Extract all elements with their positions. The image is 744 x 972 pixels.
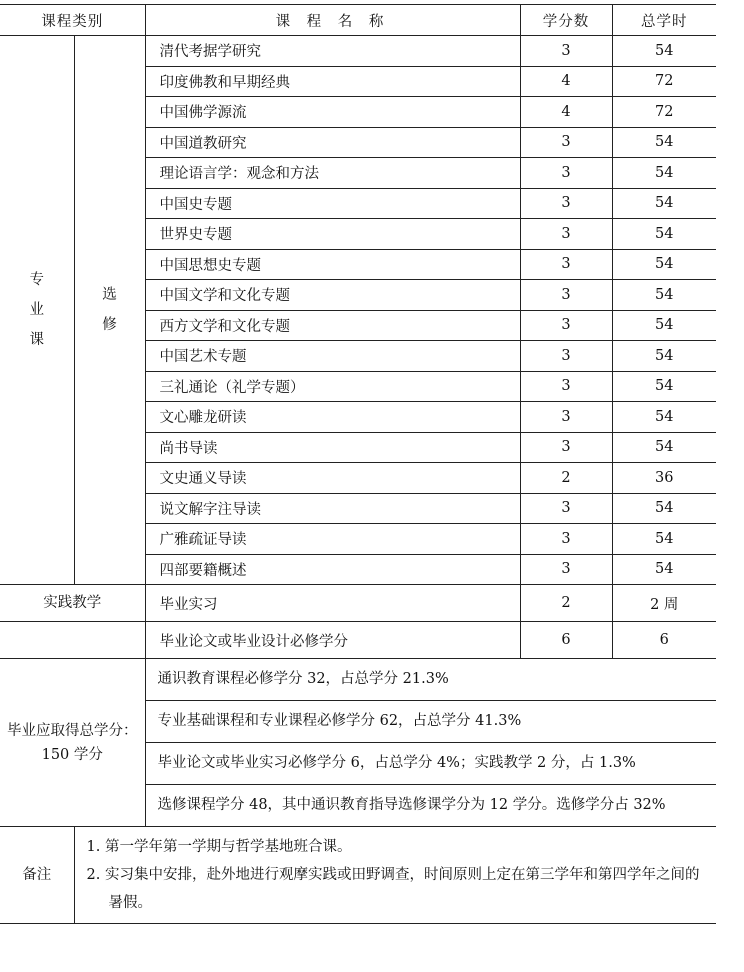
course-hours: 54 [612, 554, 716, 585]
course-name: 理论语言学：观念和方法 [145, 158, 520, 189]
course-hours: 54 [612, 219, 716, 250]
course-name: 中国文学和文化专题 [145, 280, 520, 311]
notes-row [0, 827, 716, 924]
course-credits: 3 [520, 188, 612, 219]
note-item: 2. 实习集中安排，赴外地进行观摩实践或田野调查，时间原则上定在第三学年和第四学年之间的暑假。 [86, 867, 700, 911]
category-major-char: 课 [29, 332, 44, 348]
course-list [0, 36, 716, 585]
course-hours: 54 [612, 310, 716, 341]
practice-name: 毕业实习 [145, 585, 520, 622]
course-name: 广雅疏证导读 [145, 524, 520, 555]
course-credits: 4 [520, 66, 612, 97]
course-name: 中国艺术专题 [145, 341, 520, 372]
course-credits: 3 [520, 432, 612, 463]
header-course-name: 课 程 名 称 [145, 5, 520, 36]
course-name: 世界史专题 [145, 219, 520, 250]
course-credits: 3 [520, 249, 612, 280]
course-name: 印度佛教和早期经典 [145, 66, 520, 97]
course-name: 文心雕龙研读 [145, 402, 520, 433]
course-name: 中国佛学源流 [145, 97, 520, 128]
summary-line: 选修课程学分 48，其中通识教育指导选修课学分为 12 学分。选修学分占 32% [145, 785, 716, 827]
thesis-credits: 6 [520, 622, 612, 659]
category-elective-char: 修 [102, 317, 117, 333]
course-hours: 54 [612, 524, 716, 555]
course-hours: 54 [612, 36, 716, 67]
course-hours: 54 [612, 158, 716, 189]
practice-hours: 2 周 [612, 585, 716, 622]
course-name: 中国道教研究 [145, 127, 520, 158]
course-credits: 3 [520, 36, 612, 67]
course-hours: 54 [612, 280, 716, 311]
course-name: 文史通义导读 [145, 463, 520, 494]
curriculum-table [0, 4, 716, 924]
course-hours: 36 [612, 463, 716, 494]
course-credits: 2 [520, 463, 612, 494]
table-row [0, 36, 716, 67]
course-hours: 54 [612, 432, 716, 463]
course-name: 尚书导读 [145, 432, 520, 463]
course-credits: 3 [520, 493, 612, 524]
thesis-hours: 6 [612, 622, 716, 659]
summary-line: 通识教育课程必修学分 32，占总学分 21.3% [145, 659, 716, 701]
course-hours: 54 [612, 493, 716, 524]
thesis-category-empty [0, 622, 145, 659]
category-elective-char: 选 [102, 287, 117, 303]
summary-line: 毕业论文或毕业实习必修学分 6，占总学分 4%；实践教学 2 分，占 1.3% [145, 743, 716, 785]
summary-line: 专业基础课程和专业课程必修学分 62，占总学分 41.3% [145, 701, 716, 743]
course-hours: 54 [612, 341, 716, 372]
course-credits: 3 [520, 371, 612, 402]
notes-label: 备注 [0, 827, 74, 924]
category-major-char: 专 [29, 272, 44, 288]
course-credits: 4 [520, 97, 612, 128]
course-name: 四部要籍概述 [145, 554, 520, 585]
summary-label: 毕业应取得总学分：150 学分 [0, 659, 145, 827]
practice-row [0, 585, 716, 622]
summary-row [0, 659, 716, 701]
course-credits: 3 [520, 127, 612, 158]
course-credits: 3 [520, 341, 612, 372]
thesis-name: 毕业论文或毕业设计必修学分 [145, 622, 520, 659]
course-hours: 54 [612, 402, 716, 433]
course-hours: 54 [612, 127, 716, 158]
course-credits: 3 [520, 402, 612, 433]
course-name: 清代考据学研究 [145, 36, 520, 67]
course-credits: 3 [520, 280, 612, 311]
category-elective [74, 36, 145, 585]
course-credits: 3 [520, 219, 612, 250]
table-header-row [0, 5, 716, 36]
course-hours: 54 [612, 371, 716, 402]
practice-credits: 2 [520, 585, 612, 622]
thesis-row [0, 622, 716, 659]
course-name: 中国思想史专题 [145, 249, 520, 280]
course-credits: 3 [520, 310, 612, 341]
practice-category: 实践教学 [0, 585, 145, 622]
course-credits: 3 [520, 554, 612, 585]
course-hours: 54 [612, 249, 716, 280]
course-name: 说文解字注导读 [145, 493, 520, 524]
course-name: 中国史专题 [145, 188, 520, 219]
notes-content [74, 827, 716, 924]
category-major [0, 36, 74, 585]
course-hours: 72 [612, 66, 716, 97]
header-credits: 学分数 [520, 5, 612, 36]
course-name: 西方文学和文化专题 [145, 310, 520, 341]
course-credits: 3 [520, 524, 612, 555]
category-major-char: 业 [29, 302, 44, 318]
course-hours: 72 [612, 97, 716, 128]
course-name: 三礼通论（礼学专题） [145, 371, 520, 402]
note-item: 1. 第一学年第一学期与哲学基地班合课。 [86, 839, 352, 855]
course-hours: 54 [612, 188, 716, 219]
header-hours: 总学时 [612, 5, 716, 36]
course-credits: 3 [520, 158, 612, 189]
header-category: 课程类别 [0, 5, 145, 36]
